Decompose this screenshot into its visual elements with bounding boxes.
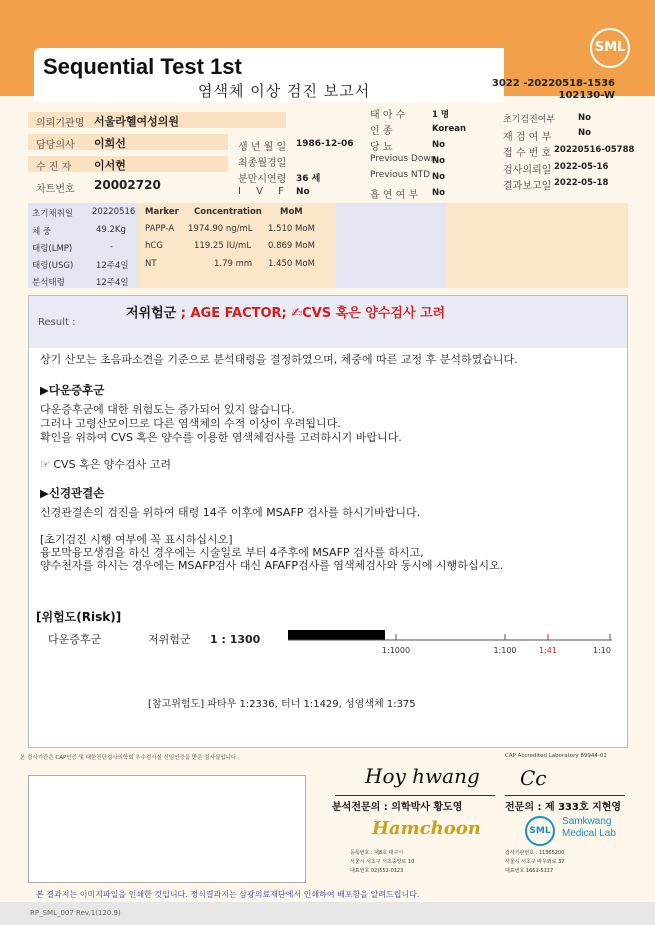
retest-value: No xyxy=(578,128,591,138)
smoking-label: 흡 연 여 부 xyxy=(370,190,419,201)
cap-note: 본 검사기관은 CAP인증 및 대한진단검사의학회 우수검사실 신임인증을 받은 검사실입니다. xyxy=(20,755,238,761)
left-signature: Hoy hwang xyxy=(365,764,480,788)
ivf-value: No xyxy=(296,187,310,197)
marker-mom: 1.510 MoM xyxy=(268,224,315,234)
age-value: 36 세 xyxy=(296,174,321,184)
hamchoon-logo: Hamchoon xyxy=(372,818,481,839)
down-section-title: ▶다운증후군 xyxy=(40,383,105,397)
sml-seal-icon: SML xyxy=(525,816,555,846)
race-value: Korean xyxy=(432,124,467,134)
marker-mom: 1.450 MoM xyxy=(268,259,315,269)
prev-down-value: No xyxy=(432,156,445,166)
cap-number: CAP Accredited Laboratory 89944-01 xyxy=(505,753,607,759)
left-signature-line xyxy=(335,795,495,796)
revision-code: RP_SML_007 Rev.1(120.9) xyxy=(30,909,121,917)
risk-name: 다운증후군 xyxy=(48,633,102,646)
request-date-value: 2022-05-16 xyxy=(554,162,609,172)
note-line-1: [초기검진 시행 여부에 꼭 표시하십시오] xyxy=(40,533,233,546)
examinee-value: 이서현 xyxy=(94,159,126,172)
chart-label: 차트번호 xyxy=(36,184,75,195)
fetus-label: 태 아 수 xyxy=(370,110,406,121)
down-line-2: 그러나 고령산모이므로 다른 염색체의 수적 이상이 우려됩니다. xyxy=(40,417,341,430)
ga-usg-label: 태령(USG) xyxy=(32,261,74,271)
hamchoon-line3: 대표번호 02)552-0123 xyxy=(350,868,404,874)
smoking-value: No xyxy=(432,188,445,198)
note-line-2: 융모막융모생검을 하신 경우에는 시술일로 부터 4주후에 MSAFP 검사를 하시고, xyxy=(40,546,424,559)
doc-no-line2: 102130-W xyxy=(558,90,615,101)
ga-lmp-value: - xyxy=(110,242,114,252)
result-highlight: ; AGE FACTOR; ✍CVS 혹은 양수검사 고려 xyxy=(180,306,446,321)
receipt-label: 접 수 번 호 xyxy=(503,148,552,159)
retest-label: 재 검 여 부 xyxy=(503,132,552,143)
lmp-label: 최종월경일 xyxy=(238,158,287,169)
risk-category: 저위험군 xyxy=(148,633,191,646)
reference-risk: [참고위험도] 파타우 1:2336, 터너 1:1429, 성염색체 1:375 xyxy=(148,699,416,710)
institution-label: 의뢰기관명 xyxy=(36,118,85,129)
sml-logo: SML xyxy=(590,28,630,68)
note-line-3: 양수천자를 하시는 경우에는 MSAFP검사 대신 AFAFP검사를 염색체검사와 동시에 시행하십시오. xyxy=(40,559,504,572)
weight-value: 49.2Kg xyxy=(96,225,126,235)
report-date-value: 2022-05-18 xyxy=(554,178,609,188)
report-date-label: 결과보고일 xyxy=(503,181,552,192)
result-text xyxy=(126,302,445,321)
sml-line2: 서울시 서초구 바우뫼로 37 xyxy=(505,859,565,865)
marker-name: hCG xyxy=(145,241,163,251)
ntd-line-1: 신경관결손의 검진을 위하여 태령 14주 이후에 MSAFP 검사를 하시기바랍니다. xyxy=(40,506,421,519)
doc-no-line1: 3022 -20220518-1536 xyxy=(491,78,615,89)
footer-note: 본 결과지는 이미지파일을 인쇄한 것입니다. 정식결과지는 삼광의료재단에서 인쇄하여 배포함을 알려드립니다. xyxy=(36,890,420,899)
memo-box xyxy=(28,775,306,883)
risk-bar xyxy=(288,630,385,640)
marker-header-concentration: Concentration xyxy=(194,207,262,217)
report-subtitle: 염색체 이상 검진 보고서 xyxy=(198,82,371,100)
collect-label: 초기채취일 xyxy=(32,209,74,219)
sml-line1: 검사기관번호 : 11365200 xyxy=(505,850,565,856)
first-test-label: 초기검진여부 xyxy=(503,115,556,125)
ga-lmp-label: 태령(LMP) xyxy=(32,244,73,254)
chart-value: 20002720 xyxy=(94,178,161,192)
risk-tick-label-1000: 1:1000 xyxy=(381,646,411,655)
result-label: Result : xyxy=(38,317,76,328)
right-signature: Cc xyxy=(520,766,547,790)
marker-mom: 0.869 MoM xyxy=(268,241,315,251)
hamchoon-line2: 서울시 서초구 서초중앙로 10 xyxy=(350,859,415,865)
right-signer-title: 전문의 : 제 333호 지현영 xyxy=(505,802,622,813)
marker-concentration: 119.25 IU/mL xyxy=(194,241,252,251)
ga-analysis-label: 분석태령 xyxy=(32,278,65,288)
fetus-value: 1 명 xyxy=(432,110,450,120)
risk-title: [위험도(Risk)] xyxy=(36,610,122,624)
report-title: Sequential Test 1st xyxy=(43,54,242,79)
examinee-label: 수 진 자 xyxy=(36,162,72,173)
prev-down-label: Previous Down xyxy=(370,154,437,164)
race-label: 인 종 xyxy=(370,126,393,137)
sml-name xyxy=(562,816,616,840)
diabetes-label: 당 뇨 xyxy=(370,142,393,153)
sml-name-line2: Medical Lab xyxy=(562,828,616,839)
marker-header-mom: MoM xyxy=(280,207,303,217)
marker-blank-2 xyxy=(446,203,628,288)
ga-usg-value: 12주4일 xyxy=(96,261,129,271)
marker-concentration: 1.79 mm xyxy=(214,259,253,269)
risk-scale xyxy=(280,626,620,658)
hamchoon-line1: 등록번호 : 제8호 대구시 xyxy=(350,850,404,856)
right-signature-line xyxy=(505,795,625,796)
down-line-3: 확인을 위하여 CVS 혹은 양수를 이용한 염색체검사를 고려하시기 바랍니다. xyxy=(40,431,402,444)
marker-name: PAPP-A xyxy=(145,224,175,234)
marker-blank-1 xyxy=(336,203,446,288)
sml-info xyxy=(505,849,564,876)
ivf-label: I V F xyxy=(238,186,290,197)
dob-value: 1986-12-06 xyxy=(296,139,354,149)
marker-name: NT xyxy=(145,259,157,269)
ga-analysis-value: 12주4일 xyxy=(96,278,129,288)
down-line-1: 다운증후군에 대한 위험도는 증가되어 있지 않습니다. xyxy=(40,403,295,416)
receipt-value: 20220516-05788 xyxy=(554,145,635,155)
document-number xyxy=(492,78,615,102)
first-test-value: No xyxy=(578,113,591,123)
age-label: 분만시연령 xyxy=(238,174,287,185)
left-signer-title: 분석전문의 : 의학박사 황도영 xyxy=(332,802,463,813)
dob-label: 생 년 월 일 xyxy=(238,142,287,153)
sml-name-line1: Samkwang xyxy=(562,816,612,827)
prev-ntd-label: Previous NTD xyxy=(370,170,431,180)
risk-ratio: 1 : 1300 xyxy=(210,633,261,646)
institution-value: 서울라헬여성의원 xyxy=(94,115,180,128)
marker-concentration: 1974.90 ng/mL xyxy=(188,224,253,234)
intro-text: 상기 산모는 초음파소견을 기준으로 분석태령을 결정하였으며, 체중에 따른 교정 후 분석하였습니다. xyxy=(40,353,518,366)
request-date-label: 검사의뢰일 xyxy=(503,165,552,176)
prev-ntd-value: No xyxy=(432,172,445,182)
risk-tick-label-10: 1:10 xyxy=(593,646,611,655)
doctor-value: 이희선 xyxy=(94,137,126,150)
marker-header-marker: Marker xyxy=(145,207,179,217)
ntd-section-title: ▶신경관결손 xyxy=(40,486,105,500)
diabetes-value: No xyxy=(432,140,445,150)
hamchoon-info xyxy=(350,849,414,876)
doctor-label: 담당의사 xyxy=(36,140,75,151)
risk-tick-label-100: 1:100 xyxy=(493,646,517,655)
result-category: 저위험군 xyxy=(126,306,181,321)
sml-line3: 대표번호 1661-5117 xyxy=(505,868,554,874)
risk-tick-label-41: 1:41 xyxy=(539,646,557,655)
collect-value: 20220516 xyxy=(92,207,136,217)
down-line-4: ☞ CVS 혹은 양수검사 고려 xyxy=(40,458,172,471)
weight-label: 체 중 xyxy=(32,227,52,237)
